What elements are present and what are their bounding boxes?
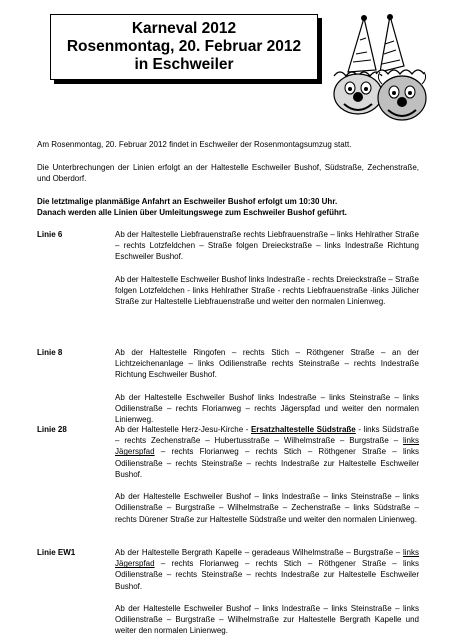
route-outbound bbox=[115, 547, 419, 592]
carnival-clown-illustration bbox=[330, 14, 430, 126]
intro-paragraph-1: Am Rosenmontag, 20. Februar 2012 findet in Eschweiler der Rosenmontagsumzug statt. bbox=[37, 140, 352, 149]
notice-line-1: Die letztmalige planmäßige Anfahrt an Eschweiler Bushof erfolgt um 10:30 Uhr. bbox=[37, 197, 338, 206]
title-line-1: Karneval 2012 bbox=[131, 20, 237, 37]
intro-paragraph-2: Die Unterbrechungen der Linien erfolgt an der Haltestelle Eschweiler Bushof, Südstraße, Zechenstraße, und Oberdorf. bbox=[37, 163, 419, 184]
route-text: - links Südstraße – rechts Zechenstraße – Hubertusstraße – Wilhelmstraße – Burgstraße – bbox=[115, 425, 420, 446]
route-return: Ab der Haltestelle Eschweiler Bushof links Indestraße – links Steinstraße – links Odilienstraße – rechts Florianweg – rechts Jägerspfad und weiter den normalen Linienweg. bbox=[115, 392, 419, 425]
intro-notice bbox=[37, 196, 419, 218]
underlined-street: links Jägerspfad bbox=[115, 548, 419, 569]
title-box bbox=[50, 14, 318, 80]
route-blocks bbox=[115, 424, 419, 525]
route-return: Ab der Haltestelle Eschweiler Bushof links Indestraße - rechts Dreieckstraße – Straße folgen Lotzfeldchen - links Hehlrather Straße - rechts Liebfrauenstraße -links Jülicher Straße zur Haltestelle Liebfrauenstraße und weiter den normalen Linienweg. bbox=[115, 274, 419, 307]
route-text: Ab der Haltestelle Bergrath Kapelle – geradeaus Wilhelmstraße – Burgstraße – bbox=[115, 548, 403, 557]
replacement-stop-highlight: Ersatzhaltestelle Südstraße bbox=[250, 425, 356, 434]
route-blocks bbox=[115, 547, 419, 637]
route-return: Ab der Haltestelle Eschweiler Bushof – links Indestraße – links Steinstraße – links Odilienstraße – Burgstraße – Wilhelmstraße zur Haltestelle Bergrath Kapelle und weiter den normalen Linienweg. bbox=[115, 604, 419, 636]
route-return: Ab der Haltestelle Eschweiler Bushof – links Indestraße – links Steinstraße – links Odilienstraße – Burgstraße – Wilhelmstraße – Zechenstraße – links Südstraße – rechts Dürener Straße zur Haltestelle Südstraße und weiter den normalen Linienweg. bbox=[115, 492, 419, 524]
title-line-3: in Eschweiler bbox=[134, 56, 234, 73]
route-label: Linie 8 bbox=[37, 348, 63, 357]
route-outbound bbox=[115, 424, 419, 480]
route-label: Linie 6 bbox=[37, 230, 63, 239]
route-text: – rechts Florianweg – rechts Stich – Röthgener Straße – links Odilienstraße – rechts Steinstraße – rechts Indestraße zur Haltestelle Eschweiler Bushof. bbox=[115, 447, 419, 479]
route-outbound: Ab der Haltestelle Ringofen – rechts Stich – Röthgener Straße – an der Lichtzeichenanlage – links Odilienstraße rechts Steinstraße – rechts Indestraße Richtung Eschweiler Bushof. bbox=[115, 348, 419, 380]
route-label: Linie 28 bbox=[37, 425, 67, 434]
route-outbound: Ab der Haltestelle Liebfrauenstraße rechts Liebfrauenstraße – links Hehlrather Straße – rechts Lotzfeldchen – Straße folgen Dreieckstraße – links Indestraße Richtung Eschweiler Bushof. bbox=[115, 230, 419, 262]
title-line-2: Rosenmontag, 20. Februar 2012 bbox=[66, 38, 302, 55]
route-blocks bbox=[115, 229, 419, 307]
route-label: Linie EW1 bbox=[37, 548, 76, 557]
route-text: Ab der Haltestelle Herz-Jesu-Kirche - bbox=[115, 425, 251, 434]
notice-line-2: Danach werden alle Linien über Umleitungswege zum Eschweiler Bushof geführt. bbox=[37, 208, 347, 218]
route-blocks bbox=[115, 347, 419, 425]
underlined-street: links Jägerspfad bbox=[115, 436, 419, 457]
route-text: – rechts Florianweg – rechts Stich – Röthgener Straße – links Odilienstraße – rechts Steinstraße – rechts Indestraße zur Haltestelle Eschweiler Bushof. bbox=[115, 559, 419, 591]
